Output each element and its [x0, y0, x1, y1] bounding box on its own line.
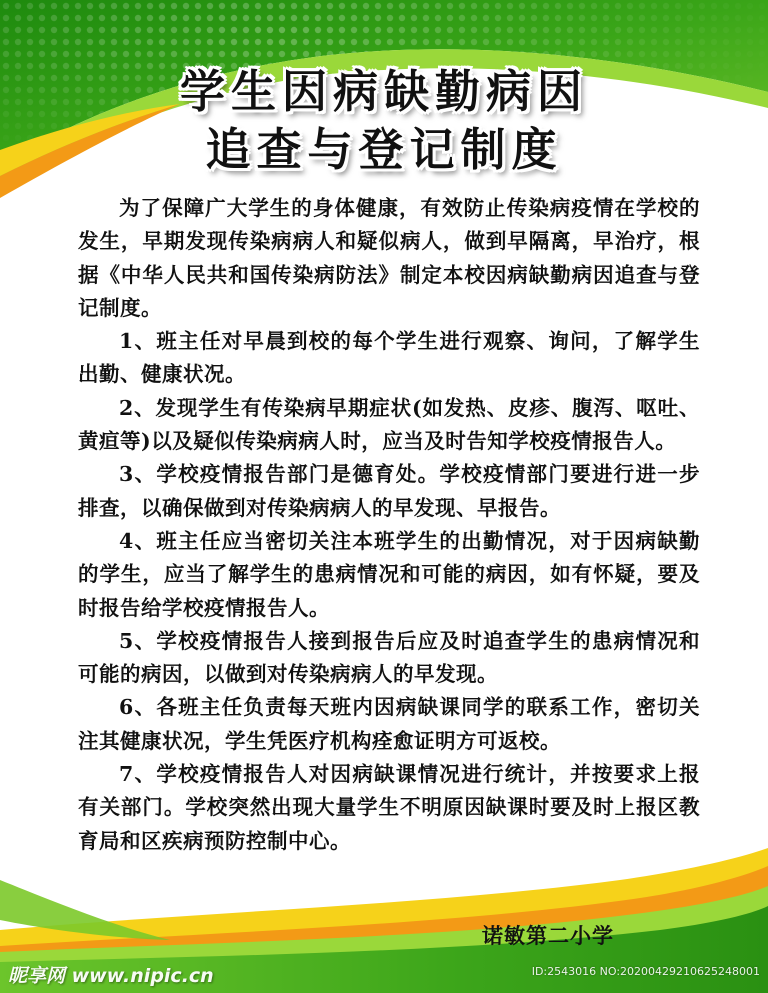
- rule-2: 2、发现学生有传染病早期症状(如发热、皮疹、腹泻、呕吐、黄疸等)以及疑似传染病病人时，应当及时告知学校疫情报告人。: [78, 395, 700, 454]
- rule-6: 6、各班主任负责每天班内因病缺课同学的联系工作，密切关注其健康状况，学生凭医疗机构痊愈证明方可返校。: [78, 695, 700, 753]
- rule-4: 4、班主任应当密切关注本班学生的出勤情况，对于因病缺勤的学生，应当了解学生的患病情况和可能的病因，如有怀疑，要及时报告给学校疫情报告人。: [78, 528, 700, 620]
- intro-paragraph: 为了保障广大学生的身体健康，有效防止传染病疫情在学校的发生，早期发现传染病病人和疑似病人，做到早隔离，早治疗，根据《中华人民共和国传染病防法》制定本校因病缺勤病因追查与登记制度。: [78, 196, 700, 320]
- rule-7: 7、学校疫情报告人对因病缺课情况进行统计，并按要求上报有关部门。学校突然出现大量学生不明原因缺课时要及时上报区教育局和区疾病预防控制中心。: [78, 762, 700, 853]
- title-line-1: 学生因病缺勤病因: [179, 65, 588, 118]
- regulation-body: [78, 192, 700, 858]
- title-line-2: 追查与登记制度: [205, 123, 563, 176]
- watermark-id: ID:2543016 NO:20200429210625248001: [531, 965, 760, 978]
- rule-1: 1、班主任对早晨到校的每个学生进行观察、询问，了解学生出勤、健康状况。: [78, 329, 700, 387]
- rule-3: 3、学校疫情报告部门是德育处。学校疫情部门要进行进一步排查，以确保做到对传染病病人的早发现、早报告。: [78, 462, 700, 520]
- school-signature: 诺敏第二小学: [482, 923, 614, 948]
- rule-5: 5、学校疫情报告人接到报告后应及时追查学生的患病情况和可能的病因，以做到对传染病病人的早发现。: [78, 628, 700, 687]
- watermark-logo: 昵享网 www.nipic.cn: [8, 965, 214, 987]
